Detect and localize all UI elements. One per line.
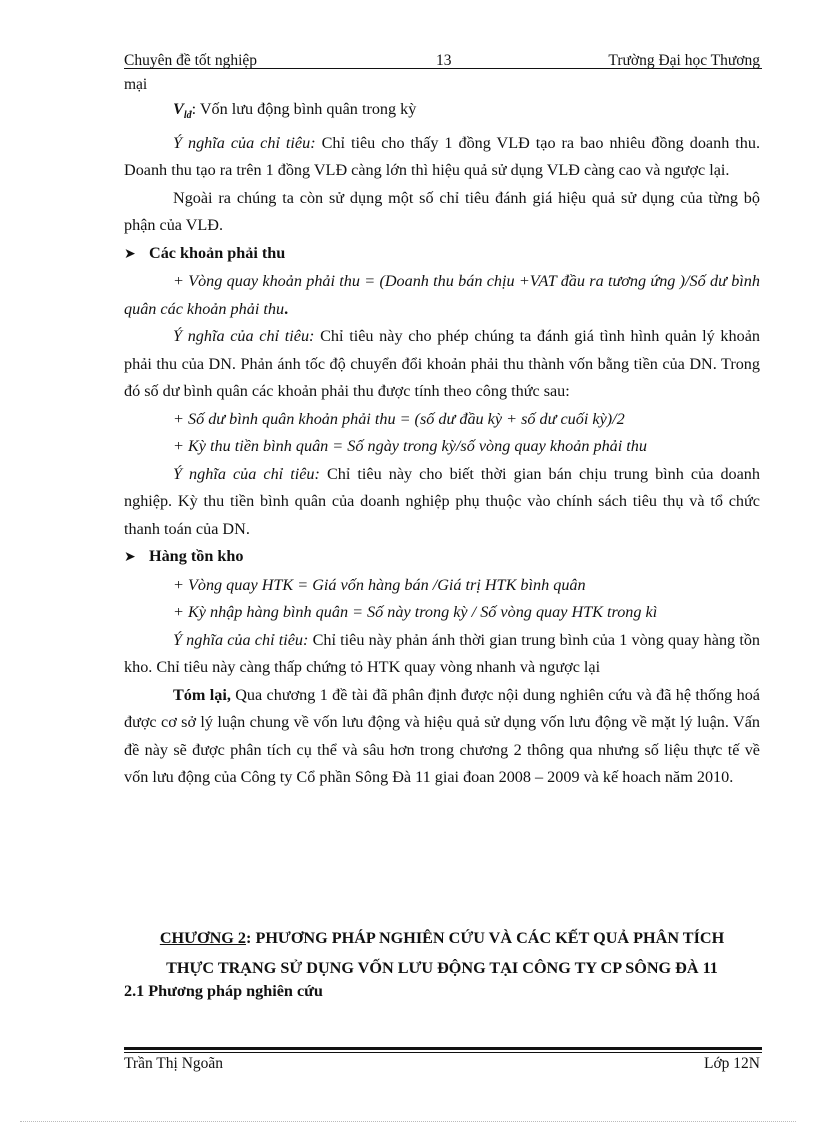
chapter-title-line-1: CHƯƠNG 2: PHƯƠNG PHÁP NGHIÊN CỨU VÀ CÁC KẾT QUẢ PHÂN TÍCH [159,929,725,947]
footer-rule-thin [124,1052,762,1053]
inventory-formula-2: + Kỳ nhập hàng bình quân = Số này trong kỳ / Số vòng quay HTK trong kì [173,603,658,621]
page-bottom-border [20,1121,796,1122]
intro-other-paragraph: Ngoài ra chúng ta còn sử dụng một số chỉ tiêu đánh giá hiệu quả sử dụng của từng bộ phận của VLĐ. [124,188,760,234]
footer-author: Trần Thị Ngoãn [124,1055,224,1072]
bullet-inventory: ➤ Hàng tồn kho [124,543,760,572]
inventory-meaning: Ý nghĩa của chỉ tiêu: Chỉ tiêu này phản ánh thời gian trung bình của 1 vòng quay hàng tồn kho. Chỉ tiêu này càng thấp chứng tỏ HTK quay vòng nhanh và ngược lại [124,630,761,676]
body-text [124,96,760,792]
chapter-title-line-2: THỰC TRẠNG SỬ DỤNG VỐN LƯU ĐỘNG TẠI CÔNG TY CP SÔNG ĐÀ 11 [166,959,718,977]
header-right: Trường Đại học Thương [608,52,760,69]
footer-rule-thick [124,1047,762,1050]
header-left: Chuyên đề tốt nghiệp [124,52,258,69]
arrow-bullet-icon: ➤ [124,246,136,262]
chapter-heading [124,923,760,983]
receivables-meaning-2: Ý nghĩa của chỉ tiêu: Chỉ tiêu này cho biết thời gian bán chịu trung bình của doanh nghiệp. Kỳ thu tiền bình quân của doanh nghiệp phụ thuộc vào chính sách tiêu thụ và tổ chức thanh toán của DN. [124,464,760,538]
summary-paragraph: Tóm lại, Qua chương 1 đề tài đã phân định được nội dung nghiên cứu và đã hệ thống hoá được cơ sở lý luận chung về vốn lưu động và hiệu quả sử dụng vốn lưu động về mặt lý luận. Vấn đề này sẽ được phân tích cụ thể và sâu hơn trong chương 2 thông qua nhưng số liệu thực tế về vốn lưu động của Công ty Cổ phần Sông Đà 11 giai đoan 2008 – 2009 và kế hoach năm 2010. [124,685,760,786]
bullet-receivables: ➤ Các khoản phải thu [124,240,760,269]
arrow-bullet-icon: ➤ [124,550,136,565]
receivables-formula-1: + Vòng quay khoản phải thu = (Doanh thu bán chịu +VAT đầu ra tương ứng )/Số dư bình quân các khoản phải thu. [124,272,760,318]
receivables-meaning: Ý nghĩa của chỉ tiêu: Chỉ tiêu này cho phép chúng ta đánh giá tình hình quản lý khoản phải thu của DN. Phản ánh tốc độ chuyển đổi khoản phải thu thành vốn bằng tiền của DN. Trong đó số dư bình quân các khoản phải thu được tính theo công thức sau: [124,327,760,400]
header-continuation: mại [124,76,148,93]
receivables-formula-3: + Kỳ thu tiền bình quân = Số ngày trong kỳ/số vòng quay khoản phải thu [173,437,647,455]
inventory-formula-1: + Vòng quay HTK = Giá vốn hàng bán /Giá trị HTK bình quân [173,575,586,594]
header-page-number: 13 [436,52,452,69]
meaning-paragraph-1: Ý nghĩa của chỉ tiêu: Chỉ tiêu cho thấy 1 đồng VLĐ tạo ra bao nhiêu đồng doanh thu. Doanh thu tạo ra trên 1 đồng VLĐ càng lớn thì hiệu quả sử dụng VLĐ càng cao và ngược lại. [124,133,761,179]
vld-definition: $V_{lđ}$: Vốn lưu động bình quân trong kỳ [173,100,417,121]
footer-class: Lớp 12N [704,1055,760,1072]
section-heading: 2.1 Phương pháp nghiên cứu [124,982,323,1000]
chapter-label: CHƯƠNG 2 [159,929,247,947]
receivables-formula-2: + Số dư bình quân khoản phải thu = (số dư đầu kỳ + số dư cuối kỳ)/2 [173,409,625,428]
header-rule [124,68,762,69]
page-header [124,52,760,72]
